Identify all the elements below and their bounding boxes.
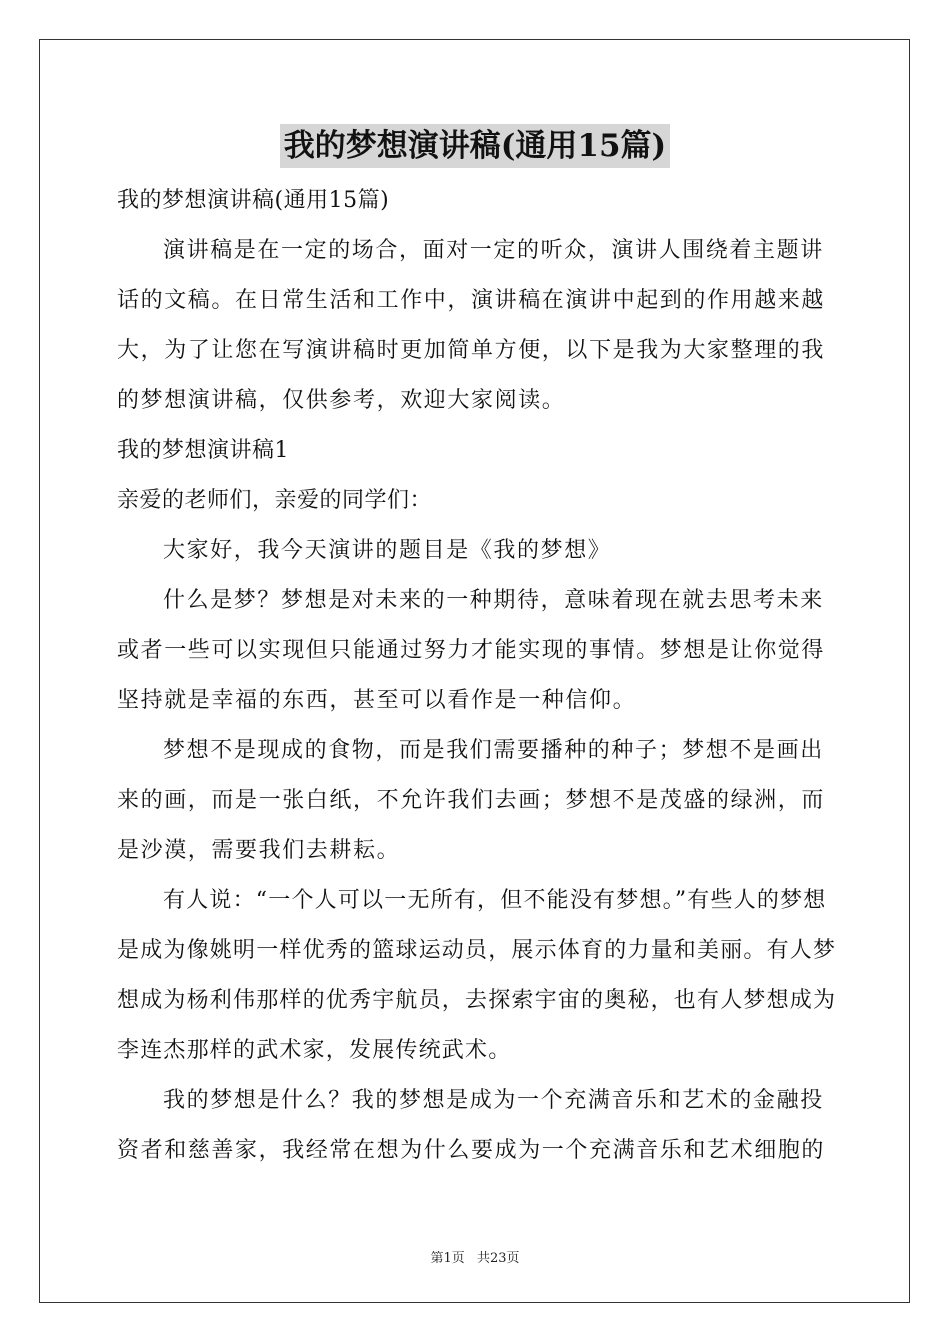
document-body — [117, 176, 837, 1176]
page-total: 共23页 — [476, 1251, 520, 1266]
paragraph-dream-not: 梦想不是现成的食物，而是我们需要播种的种子；梦想不是画出来的画，而是一张白纸，不允许我们去画；梦想不是茂盛的绿洲，而是沙漠，需要我们去耕耘。 — [117, 738, 826, 863]
page-footer — [0, 1247, 950, 1266]
paragraph-someone-said: 有人说：“一个人可以一无所有，但不能没有梦想。”有些人的梦想是成为像姚明一样优秀的篮球运动员，展示体育的力量和美丽。有人梦想成为杨利伟那样的优秀宇航员，去探索宇宙的奥秘，也有人梦想成为李连杰那样的武术家，发展传统武术。 — [117, 888, 837, 1063]
paragraph-what-is-dream: 什么是梦？梦想是对未来的一种期待，意味着现在就去思考未来或者一些可以实现但只能通过努力才能实现的事情。梦想是让你觉得坚持就是幸福的东西，甚至可以看作是一种信仰。 — [117, 588, 826, 713]
greeting-line: 亲爱的老师们，亲爱的同学们： — [117, 488, 433, 513]
section-heading: 我的梦想演讲稿1 — [117, 438, 289, 463]
page-number: 第1页 — [430, 1251, 465, 1266]
document-title: 我的梦想演讲稿(通用15篇) — [280, 124, 670, 168]
paragraph-my-dream: 我的梦想是什么？我的梦想是成为一个充满音乐和艺术的金融投资者和慈善家，我经常在想为什么要成为一个充满音乐和艺术细胞的 — [117, 1088, 826, 1163]
paragraph-topic: 大家好，我今天演讲的题目是《我的梦想》 — [163, 538, 612, 563]
title-container — [0, 124, 950, 168]
paragraph-intro: 演讲稿是在一定的场合，面对一定的听众，演讲人围绕着主题讲话的文稿。在日常生活和工作中，演讲稿在演讲中起到的作用越来越大，为了让您在写演讲稿时更加简单方便，以下是我为大家整理的我的梦想演讲稿，仅供参考，欢迎大家阅读。 — [117, 238, 826, 413]
subtitle-line: 我的梦想演讲稿(通用15篇) — [117, 188, 390, 213]
